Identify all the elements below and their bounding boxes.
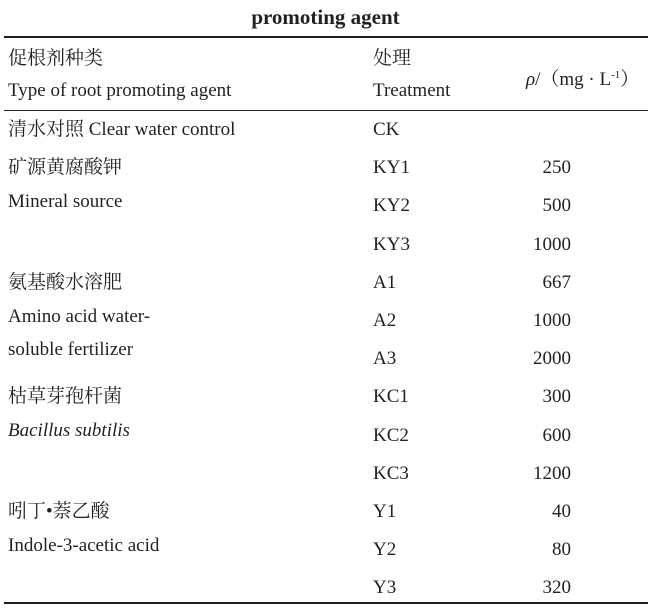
agent-line: 吲丁•萘乙酸	[8, 501, 110, 522]
header-rho	[526, 60, 639, 95]
header-treatment-en: Treatment	[373, 80, 451, 101]
agent-line: 矿源黄腐酸钾	[8, 157, 123, 179]
rho-value-cell: 40	[552, 501, 571, 522]
agent-line: 枯草芽孢杆菌	[8, 386, 123, 408]
rho-value-cell: 500	[542, 195, 571, 217]
table-bottom-rule	[4, 602, 648, 604]
rho-value-cell: 300	[542, 386, 571, 408]
treatment-cell: KY2	[373, 195, 410, 217]
header-agent-en: Type of root promoting agent	[8, 80, 232, 101]
table-row	[0, 305, 651, 343]
header-treatment-zh: 处理	[373, 48, 412, 69]
agent-line: soluble fertilizer	[8, 338, 134, 360]
table-row	[0, 114, 651, 152]
agent-cell	[8, 114, 235, 146]
treatment-cell: A1	[373, 271, 397, 293]
treatment-cell: KC3	[373, 462, 409, 484]
treatment-cell: KC2	[373, 424, 409, 446]
treatment-cell: CK	[373, 119, 400, 140]
rho-value-cell: 80	[552, 539, 571, 561]
rho-value-cell: 1000	[533, 310, 571, 331]
rho-value-cell: 2000	[533, 348, 571, 370]
agent-line: Mineral source	[8, 191, 123, 213]
treatment-cell: A3	[373, 348, 397, 370]
treatment-cell: Y3	[373, 577, 397, 599]
rho-unit-open: /（mg · L	[535, 69, 612, 90]
table-caption: promoting agent	[251, 5, 400, 29]
agent-line: Amino acid water-	[8, 305, 151, 327]
table-row	[0, 190, 651, 228]
rho-unit-sup: -1	[611, 69, 621, 81]
rho-symbol: ρ	[526, 69, 536, 90]
treatment-cell: KY1	[373, 157, 410, 179]
treatment-cell: KY3	[373, 233, 410, 255]
table-row	[0, 458, 651, 496]
treatment-cell: A2	[373, 310, 397, 331]
treatment-cell: KC1	[373, 386, 409, 408]
treatment-cell: Y2	[373, 539, 397, 561]
table-row	[0, 420, 651, 458]
rho-value-cell: 1000	[533, 233, 571, 255]
table-header-rule	[4, 110, 648, 111]
rho-value-cell: 600	[542, 424, 571, 446]
table-top-rule	[4, 36, 648, 38]
table-row	[0, 572, 651, 610]
table-row	[0, 229, 651, 267]
treatment-cell: Y1	[373, 501, 397, 522]
agent-line: 清水对照 Clear water control	[8, 119, 236, 140]
agent-line: Bacillus subtilis	[8, 420, 130, 442]
rho-unit-close: ）	[620, 69, 640, 90]
table-row	[0, 534, 651, 572]
agent-line: 氨基酸水溶肥	[8, 271, 123, 293]
agent-line: Indole-3-acetic acid	[8, 535, 160, 556]
rho-value-cell: 250	[542, 157, 571, 179]
table-row	[0, 343, 651, 381]
rho-value-cell: 667	[542, 271, 571, 293]
rho-value-cell: 1200	[533, 462, 571, 484]
rho-value-cell: 320	[542, 577, 571, 599]
header-agent-zh: 促根剂种类	[8, 48, 104, 69]
